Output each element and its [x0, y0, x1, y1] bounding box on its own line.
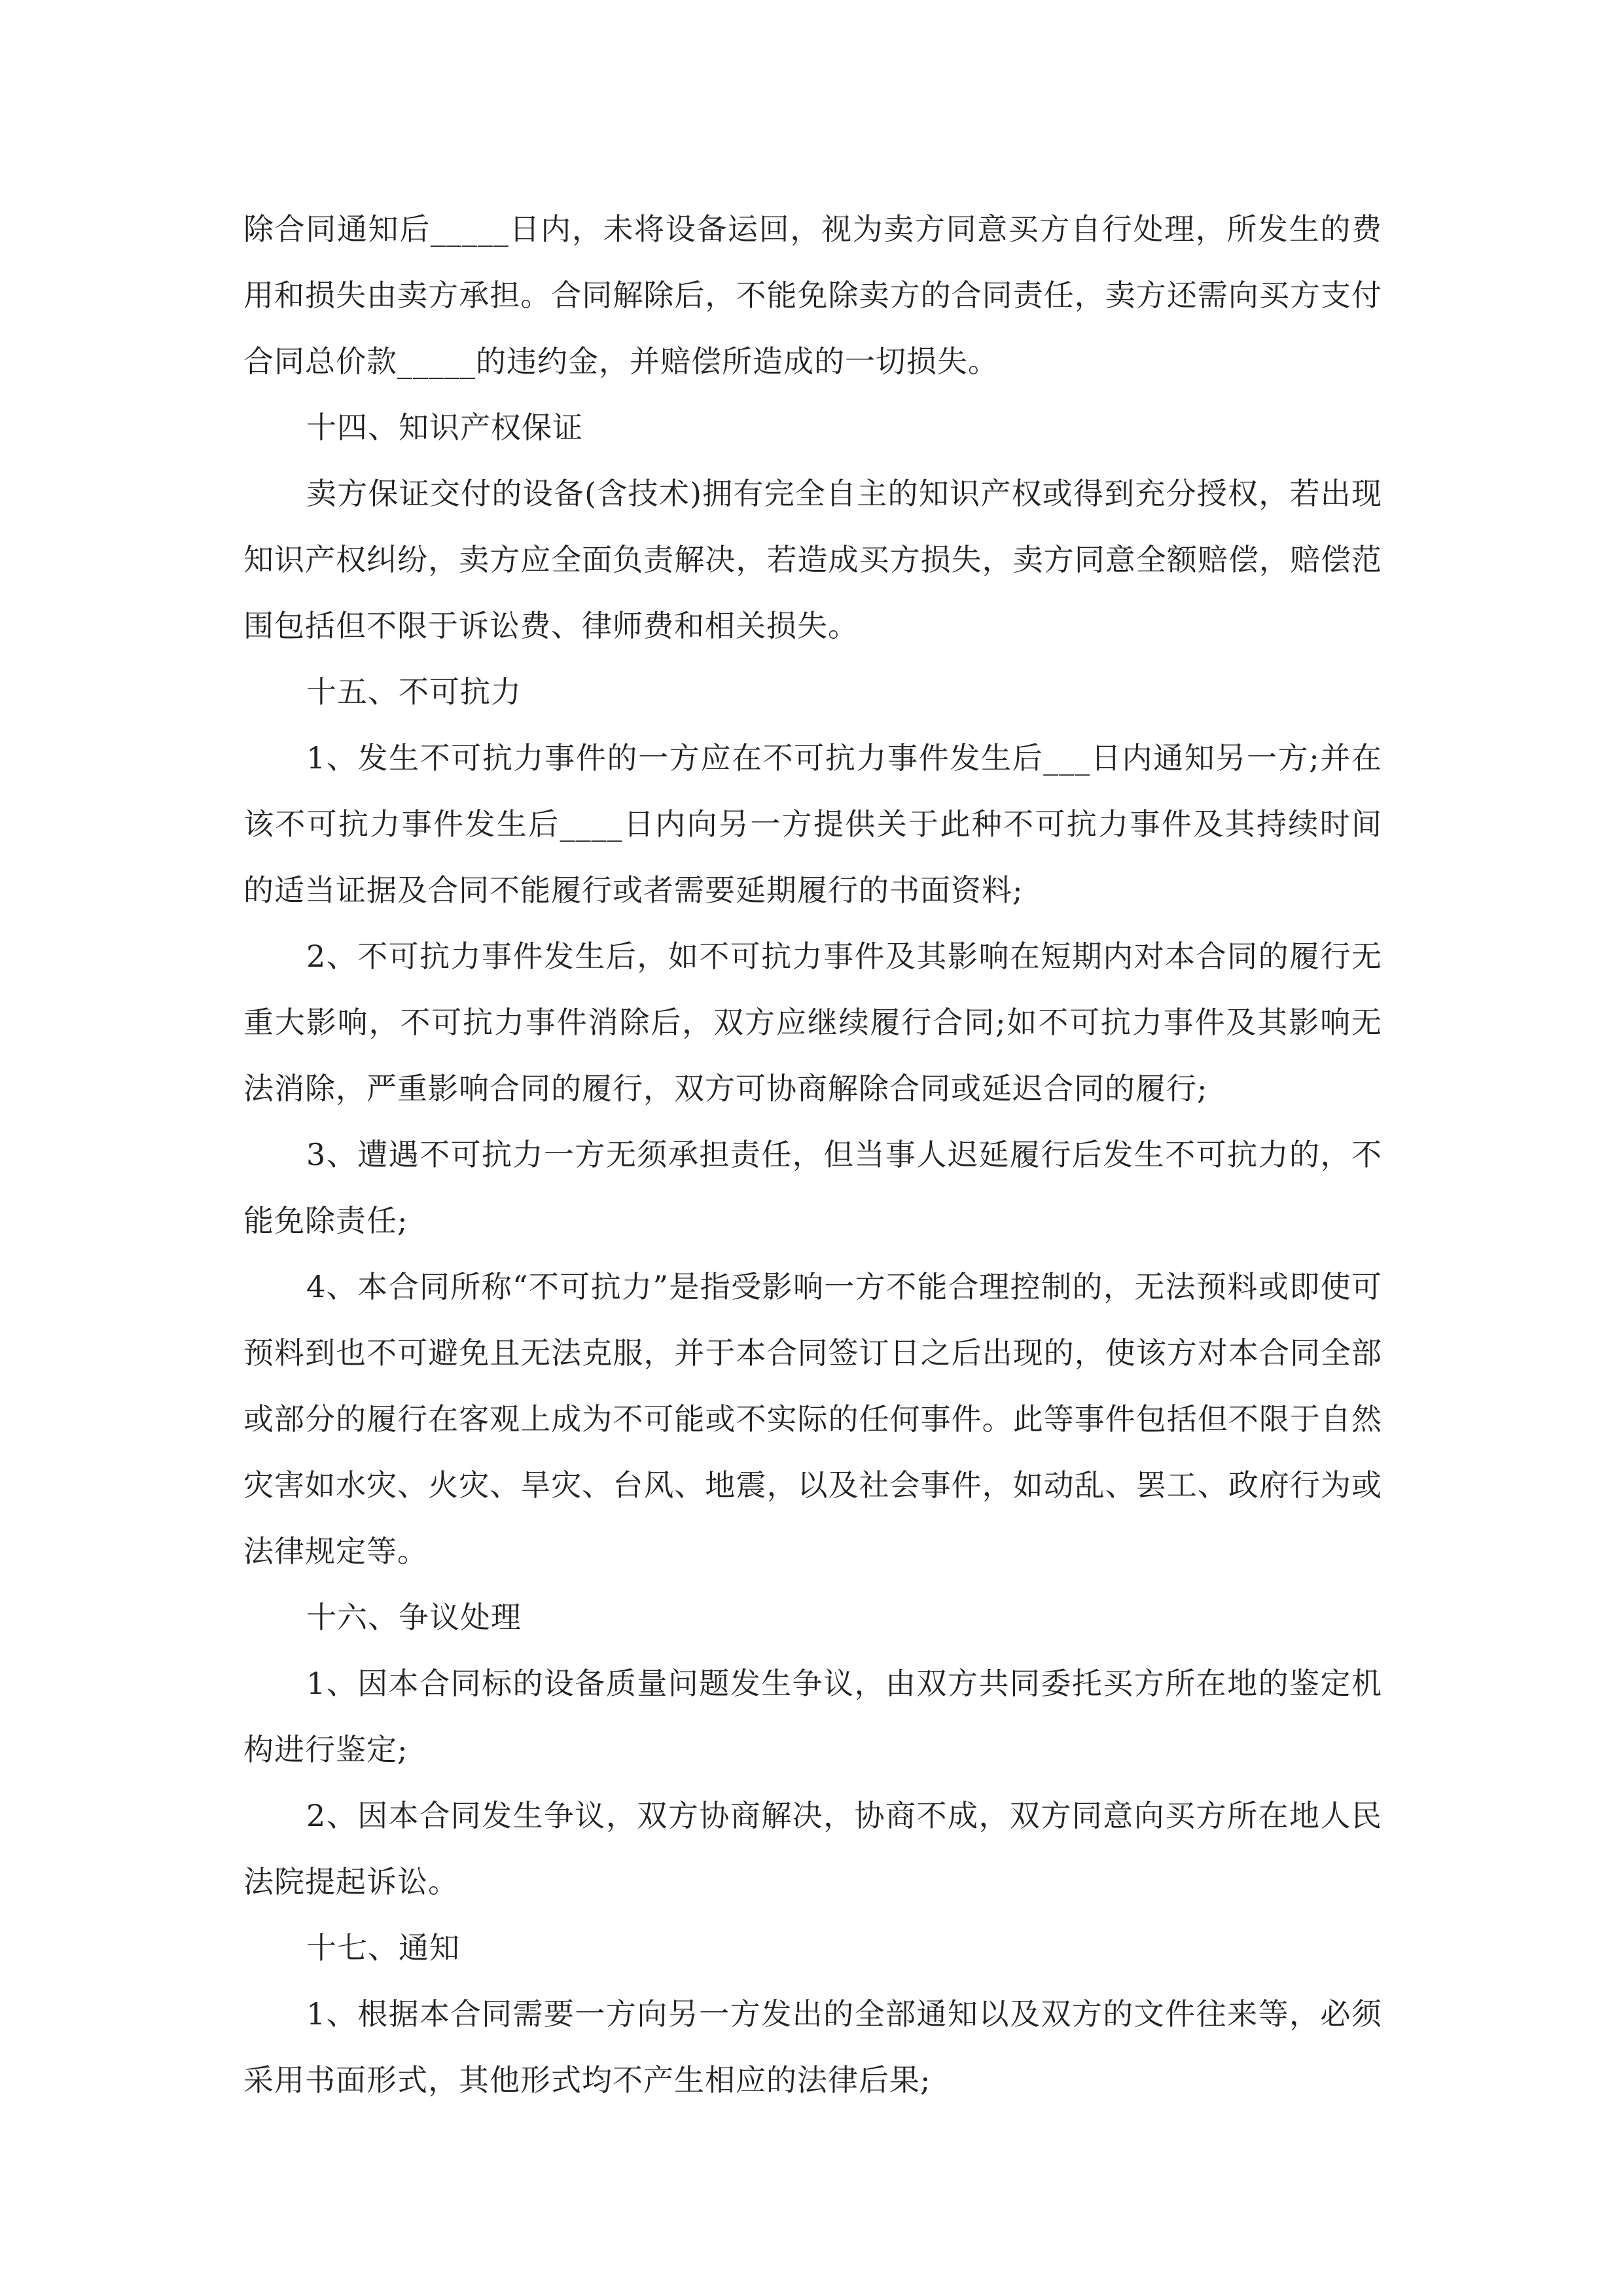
section-heading-14: 十四、知识产权保证 [306, 410, 583, 445]
paragraph-ip-guarantee: 卖方保证交付的设备(含技术)拥有完全自主的知识产权或得到充分授权，若出现知识产权纠纷，卖方应全面负责解决，若造成买方损失，卖方同意全额赔偿，赔偿范围包括但不限于诉讼费、律师费和相关损失。 [243, 476, 1382, 643]
paragraph-force-majeure-1: 1、发生不可抗力事件的一方应在不可抗力事件发生后___日内通知另一方;并在该不可抗力事件发生后____日内向另一方提供关于此种不可抗力事件及其持续时间的适当证据及合同不能履行或者需要延期履行的书面资料; [243, 740, 1382, 908]
paragraph-continuation: 除合同通知后_____日内，未将设备运回，视为卖方同意买方自行处理，所发生的费用和损失由卖方承担。合同解除后，不能免除卖方的合同责任，卖方还需向买方支付合同总价款_____的违约金，并赔偿所造成的一切损失。 [243, 211, 1382, 379]
section-heading-16: 十六、争议处理 [306, 1600, 522, 1635]
document-body [243, 196, 1382, 2113]
section-heading-17: 十七、通知 [306, 1930, 460, 1965]
paragraph-force-majeure-4: 4、本合同所称“不可抗力”是指受影响一方不能合理控制的，无法预料或即使可预料到也不可避免且无法克服，并于本合同签订日之后出现的，使该方对本合同全部或部分的履行在客观上成为不可能或不实际的任何事件。此等事件包括但不限于自然灾害如水灾、火灾、旱灾、台风、地震，以及社会事件，如动乱、罢工、政府行为或法律规定等。 [243, 1269, 1382, 1569]
paragraph-force-majeure-3: 3、遭遇不可抗力一方无须承担责任，但当事人迟延履行后发生不可抗力的，不能免除责任; [243, 1137, 1382, 1238]
paragraph-dispute-2: 2、因本合同发生争议，双方协商解决，协商不成，双方同意向买方所在地人民法院提起诉讼。 [243, 1798, 1382, 1899]
paragraph-dispute-1: 1、因本合同标的设备质量问题发生争议，由双方共同委托买方所在地的鉴定机构进行鉴定; [243, 1666, 1382, 1767]
section-heading-15: 十五、不可抗力 [306, 674, 522, 709]
paragraph-force-majeure-2: 2、不可抗力事件发生后，如不可抗力事件及其影响在短期内对本合同的履行无重大影响，不可抗力事件消除后，双方应继续履行合同;如不可抗力事件及其影响无法消除，严重影响合同的履行，双方可协商解除合同或延迟合同的履行; [243, 939, 1382, 1106]
paragraph-notice-1: 1、根据本合同需要一方向另一方发出的全部通知以及双方的文件往来等，必须采用书面形式，其他形式均不产生相应的法律后果; [243, 1996, 1382, 2098]
